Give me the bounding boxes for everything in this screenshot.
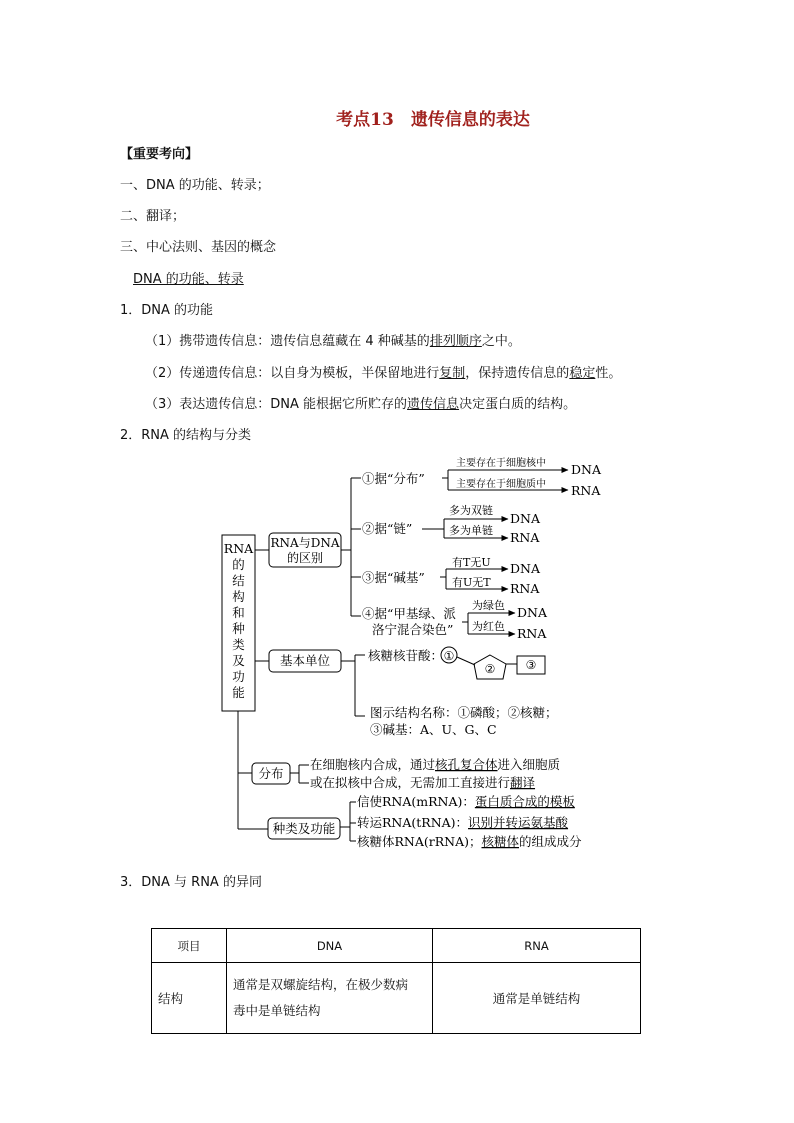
root-char: 的 — [232, 557, 245, 572]
text: 的组成成分 — [519, 834, 582, 849]
comparison-table — [151, 928, 641, 1034]
text: 进入细胞质 — [497, 757, 561, 772]
text: 转运RNA(tRNA)： — [357, 815, 469, 830]
text: （3）表达遗传信息：DNA 能根据它所贮存的 — [145, 397, 408, 412]
nucleotide-label: 核糖核苷酸： — [368, 648, 444, 663]
root-char: 功 — [232, 669, 245, 684]
diff-box-label: RNA与DNA — [270, 536, 340, 550]
trna-line — [357, 815, 569, 830]
rna-label: RNA — [510, 530, 540, 545]
text: 在细胞核内合成，通过 — [310, 757, 436, 772]
rna-cell: 通常是单链结构 — [433, 963, 641, 1034]
underlined-term: 遗传信息 — [407, 397, 460, 412]
key-heading: 【重要考向】 — [120, 147, 199, 162]
text: 或在拟核中合成，无需加工直接进行 — [310, 775, 511, 790]
rrna-line — [357, 834, 582, 849]
cell-line: 通常是双螺旋结构，在极少数病 — [233, 977, 409, 992]
arrow-label: 多为单链 — [449, 524, 493, 537]
dna-label: DNA — [571, 462, 601, 477]
underlined-term: 翻译 — [510, 775, 536, 790]
distribution-line-2 — [310, 775, 536, 790]
rna-label: RNA — [517, 626, 547, 641]
list-item: 一、DNA 的功能、转录； — [120, 178, 270, 193]
root-char: 能 — [232, 685, 245, 700]
arrow-label: 为绿色 — [472, 599, 505, 612]
criterion-base: ③据“碱基” — [362, 570, 425, 585]
text: 决定蛋白质的结构。 — [459, 397, 577, 412]
cell-line: 毒中是单链结构 — [233, 1003, 321, 1018]
kind-box-label: 种类及功能 — [272, 821, 336, 836]
underlined-term: 稳定 — [569, 366, 596, 381]
arrow-label: 为红色 — [472, 620, 505, 633]
underlined-term: 复制 — [439, 366, 466, 381]
text: （1）携带遗传信息：遗传信息蕴藏在 4 种碱基的 — [145, 334, 430, 349]
underlined-term: 核糖体 — [481, 834, 519, 849]
root-char: RNA — [223, 541, 254, 556]
structure-names: ③碱基：A、U、G、C — [370, 722, 497, 737]
arrow-label: 主要存在于细胞质中 — [456, 479, 546, 490]
text: ，保持遗传信息的 — [465, 366, 570, 381]
root-char: 种 — [232, 621, 245, 636]
arrow-label: 多为双链 — [449, 504, 493, 517]
rna-label: RNA — [571, 483, 601, 498]
underlined-term: 核孔复合体 — [435, 757, 498, 772]
dna-function-heading: 1．DNA 的功能 — [120, 303, 214, 318]
text: （2）传递遗传信息：以自身为模板，半保留地进行 — [145, 366, 440, 381]
dna-cell — [227, 963, 433, 1034]
underlined-term: 排列顺序 — [429, 334, 482, 349]
root-char: 类 — [232, 637, 245, 652]
cmp-heading: 3．DNA 与 RNA 的异同 — [120, 875, 262, 890]
base-label: ③ — [525, 658, 537, 672]
distribution-line-1 — [310, 757, 561, 772]
dna-label: DNA — [510, 561, 540, 576]
text: 性。 — [595, 366, 622, 381]
header-cell: RNA — [433, 929, 641, 963]
arrow-label: 主要存在于细胞核中 — [456, 458, 546, 469]
criterion-distribution: ①据“分布” — [362, 471, 425, 486]
root-char: 构 — [232, 589, 245, 604]
page-title: 考点13 遗传信息的表达 — [336, 110, 530, 130]
list-item: 三、中心法则、基因的概念 — [120, 240, 277, 255]
row-label: 结构 — [152, 963, 227, 1034]
criterion-stain: 洛宁混合染色” — [372, 622, 454, 637]
root-char: 及 — [232, 653, 245, 668]
phosphate-label: ① — [443, 649, 455, 663]
underlined-term: 蛋白质合成的模板 — [474, 794, 575, 809]
text: 信使RNA(mRNA)： — [357, 794, 475, 809]
structure-names: 图示结构名称：①磷酸；②核糖； — [370, 705, 558, 720]
table-header-row — [152, 929, 641, 963]
arrow-label: 有U无T — [452, 576, 491, 589]
table-row — [152, 963, 641, 1034]
text: 之中。 — [481, 334, 521, 349]
root-char: 结 — [232, 573, 245, 588]
list-item: 二、翻译； — [120, 209, 186, 224]
sub-heading: DNA 的功能、转录 — [133, 272, 244, 287]
underlined-term: 识别并转运氨基酸 — [468, 815, 569, 830]
rna-label: RNA — [510, 581, 540, 596]
dna-label: DNA — [517, 605, 547, 620]
header-cell: 项目 — [152, 929, 227, 963]
dist-box-label: 分布 — [258, 766, 284, 781]
arrow-label: 有T无U — [452, 556, 491, 569]
criterion-stain: ④据“甲基绿、派 — [362, 606, 456, 621]
criterion-strand: ②据“链” — [362, 521, 413, 536]
root-char: 和 — [232, 605, 245, 620]
rna-heading: 2．RNA 的结构与分类 — [120, 428, 252, 443]
text: 核糖体RNA(rRNA)； — [357, 834, 482, 849]
diff-box-label: 的区别 — [286, 551, 324, 565]
ribose-label: ② — [484, 662, 496, 676]
mrna-line — [357, 794, 575, 809]
dna-label: DNA — [510, 511, 540, 526]
unit-box-label: 基本单位 — [279, 653, 331, 668]
header-cell: DNA — [227, 929, 433, 963]
